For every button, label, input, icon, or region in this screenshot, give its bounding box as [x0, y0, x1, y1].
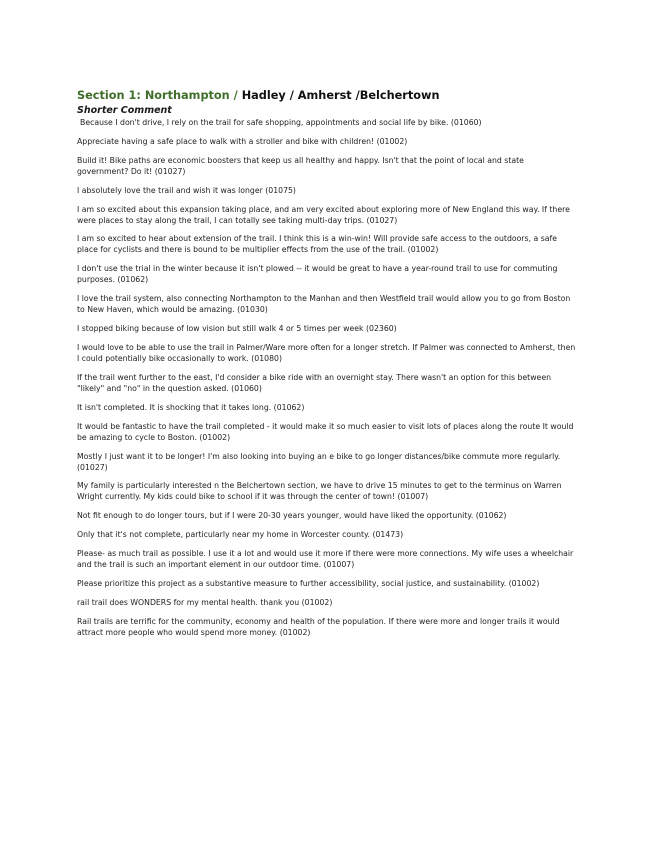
comment-paragraph: Only that it's not complete, particularly near my home in Worcester county. (01473): [77, 530, 404, 540]
comment-paragraph: Because I don't drive, I rely on the trail for safe shopping, appointments and social life by bike. (01060): [80, 118, 482, 127]
comment-paragraph: If the trail went further to the east, I'd consider a bike ride with an overnight stay. There wasn't an option for this between "likely" and "no" in the question asked. (01060): [77, 372, 551, 393]
comment-paragraph: It would be fantastic to have the trail completed - it would make it so much easier to visit lots of places along the route It would be amazing to cycle to Boston. (01002): [77, 421, 574, 442]
section-heading: [77, 88, 577, 103]
comment-paragraph: Please- as much trail as possible. I use it a lot and would use it more if there were more connections. My wife uses a wheelchair and the trail is such an important element in our outdoor time. (01007): [77, 549, 574, 570]
comment-paragraph: Build it! Bike paths are economic boosters that keep us all healthy and happy. Isn't that the point of local and state government? Do it! (01027): [77, 155, 524, 176]
comment-paragraph: I absolutely love the trail and wish it was longer (01075): [77, 185, 296, 195]
comment-paragraph: rail trail does WONDERS for my mental health. thank you (01002): [77, 597, 333, 607]
comment-paragraph: Not fit enough to do longer tours, but if I were 20-30 years younger, would have liked the opportunity. (01062): [77, 511, 507, 521]
document-page: [77, 88, 577, 646]
comment-paragraph: I don't use the trial in the winter because it isn't plowed -- it would be great to have a year-round trail to use for commuting purposes. (01062): [77, 264, 558, 285]
comment-paragraph: I am so excited about this expansion taking place, and am very excited about exploring more of New England this way. If there were places to stay along the trail, I can totally see taking multi-day trips. (01027): [77, 204, 570, 225]
comment-paragraph: I am so excited to hear about extension of the trail. I think this is a win-win! Will provide safe access to the outdoors, a safe place for cyclists and there is bound to be multiplier effects from the use of the trail. (01002): [77, 234, 557, 255]
comment-paragraph: It isn't completed. It is shocking that it takes long. (01062): [77, 402, 305, 412]
subheading: Shorter Comment: [77, 105, 172, 116]
comment-paragraph: I stopped biking because of low vision but still walk 4 or 5 times per week (02360): [77, 324, 397, 334]
comment-paragraph: I would love to be able to use the trail in Palmer/Ware more often for a longer stretch. If Palmer was connected to Amherst, then I could potentially bike occasionally to work. (01080): [77, 343, 576, 364]
comment-paragraph: I love the trail system, also connecting Northampton to the Manhan and then Westfield trail would allow you to go from Boston to New Haven, which would be amazing. (01030): [77, 294, 571, 315]
comment-paragraph: My family is particularly interested n the Belchertown section, we have to drive 15 minutes to get to the terminus on Warren Wright currently. My kids could bike to school if it was through the center of town! (01007): [77, 481, 562, 502]
comment-paragraph: Please prioritize this project as a substantive measure to further accessibility, social justice, and sustainability. (01002): [77, 579, 540, 589]
comment-list: [77, 117, 577, 638]
comment-paragraph: Appreciate having a safe place to walk with a stroller and bike with children! (01002): [77, 136, 408, 146]
section-heading-towns: Hadley / Amherst /Belchertown: [237, 89, 440, 102]
comment-paragraph: Mostly I just want it to be longer! I'm also looking into buying an e bike to go longer distances/bike commute more regularly. (01027): [77, 451, 561, 472]
comment-paragraph: Rail trails are terrific for the community, economy and health of the population. If there were more and longer trails it would attract more people who would spend more money. (01002): [77, 616, 560, 637]
section-heading-prefix: Section 1: Northampton /: [77, 89, 238, 102]
